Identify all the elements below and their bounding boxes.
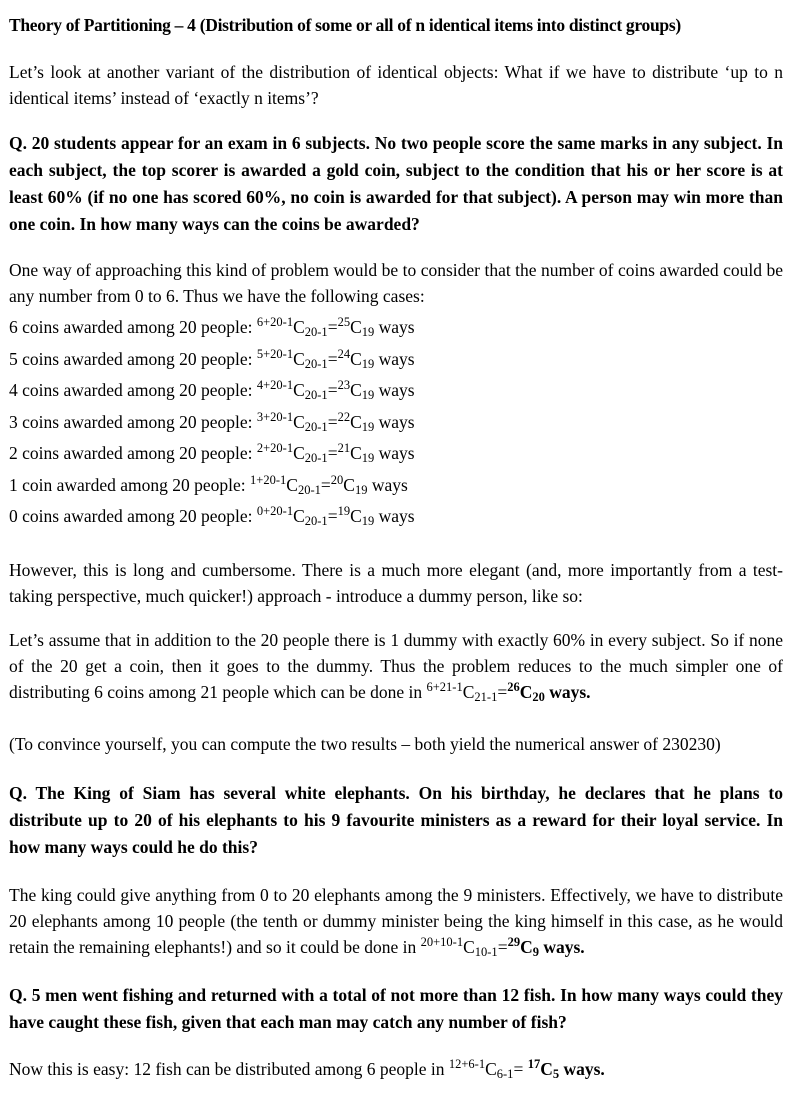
text-run: 2 coins awarded among 20 people:: [9, 443, 257, 463]
formula-superscript: 25: [337, 315, 351, 329]
intro-paragraph: Let’s look at another variant of the distribution of identical objects: What if we have to distribute ‘up to n identical items’ instead of ‘exactly n items’?: [9, 62, 783, 108]
formula-superscript: 26: [507, 679, 520, 694]
formula-subscript: 10-1: [474, 944, 498, 959]
formula-subscript: 19: [361, 356, 375, 371]
text-run: C: [293, 506, 305, 526]
formula-subscript: 19: [354, 482, 368, 497]
formula-superscript: 22: [337, 409, 351, 424]
text-run: C: [350, 380, 362, 400]
text-run: ways: [374, 506, 415, 526]
formula-superscript: 24: [337, 346, 351, 361]
text-run: 0 coins awarded among 20 people:: [9, 506, 257, 526]
formula-superscript: 5+20-1: [256, 346, 294, 361]
case-line-2-coins: [9, 438, 783, 470]
formula-superscript: 29: [507, 934, 521, 949]
formula-subscript: 20-1: [304, 388, 328, 402]
text-run: ways: [374, 380, 415, 400]
formula-superscript: 21: [337, 441, 351, 455]
case-line-1-coin: [9, 470, 783, 502]
text-run: =: [513, 1058, 528, 1079]
text-run: 3 coins awarded among 20 people:: [9, 411, 257, 432]
formula-subscript: 20-1: [297, 482, 321, 497]
text-run: 4 coins awarded among 20 people:: [9, 380, 257, 400]
case-line-4-coins: [9, 375, 783, 407]
formula-superscript: 2+20-1: [256, 441, 294, 455]
text-run: C: [293, 317, 305, 337]
text-run: ways.: [559, 1058, 605, 1079]
formula-subscript: 9: [532, 944, 539, 959]
text-run: C: [485, 1058, 497, 1079]
formula-superscript: 17: [527, 1056, 541, 1071]
text-run: ways: [367, 474, 408, 495]
cases-list: [9, 312, 783, 533]
case-line-0-coins: [9, 501, 783, 533]
text-run: 5 coins awarded among 20 people:: [9, 348, 257, 369]
text-run: =: [327, 506, 338, 526]
text-run: 1 coin awarded among 20 people:: [9, 474, 251, 495]
formula-superscript: 12+6-1: [448, 1056, 486, 1071]
formula-superscript: 20: [330, 472, 344, 487]
formula-superscript: 0+20-1: [256, 504, 294, 518]
formula-subscript: 19: [361, 388, 375, 402]
text-run: 6 coins awarded among 20 people:: [9, 317, 257, 337]
text-run: C: [350, 317, 362, 337]
text-run: =: [497, 936, 508, 957]
text-run: C: [286, 474, 298, 495]
text-run: =: [327, 317, 338, 337]
case-line-3-coins: [9, 407, 783, 439]
text-run: C: [293, 380, 305, 400]
formula-superscript: 4+20-1: [256, 378, 294, 392]
text-run: C: [462, 681, 475, 702]
text-run: =: [320, 474, 331, 495]
text-run: Let’s assume that in addition to the 20 people there is 1 dummy with exactly 60% in every subject. So if none of the 20 get a coin, then it goes to the dummy. Thus the problem reduces to the much simpler one of distributing 6 coins among 21 people which can be done in: [9, 629, 783, 702]
text-run: C: [463, 936, 475, 957]
text-run: C: [350, 348, 362, 369]
text-run: C: [293, 411, 305, 432]
formula-subscript: 20-1: [304, 514, 328, 528]
formula-subscript: 19: [361, 325, 375, 339]
formula-subscript: 6-1: [496, 1066, 514, 1081]
text-run: =: [327, 348, 338, 369]
text-run: =: [327, 411, 338, 432]
formula-superscript: 20+10-1: [420, 934, 464, 949]
text-run: ways.: [538, 936, 585, 957]
formula-subscript: 19: [361, 451, 375, 465]
text-run: C: [293, 348, 305, 369]
formula-subscript: 20-1: [304, 451, 328, 465]
formula-subscript: 20: [532, 689, 545, 704]
text-run: C: [350, 443, 362, 463]
text-run: C: [540, 1058, 553, 1079]
formula-superscript: 6+21-1: [426, 679, 463, 694]
formula-superscript: 6+20-1: [256, 315, 294, 329]
formula-subscript: 19: [361, 419, 375, 434]
formula-subscript: 20-1: [304, 419, 328, 434]
formula-superscript: 23: [337, 378, 351, 392]
text-run: C: [519, 681, 533, 702]
formula-superscript: 1+20-1: [250, 472, 287, 487]
approach-paragraph: One way of approaching this kind of problem would be to consider that the number of coins awarded could be any number from 0 to 6. Thus we have the following cases:: [9, 260, 783, 306]
text-run: C: [343, 474, 355, 495]
text-run: =: [327, 443, 338, 463]
formula-subscript: 20-1: [304, 325, 328, 339]
text-run: C: [350, 506, 362, 526]
text-run: ways.: [544, 681, 591, 702]
formula-subscript: 5: [552, 1066, 560, 1081]
text-run: C: [350, 411, 362, 432]
formula-superscript: 19: [337, 504, 351, 518]
text-run: C: [293, 443, 305, 463]
text-run: ways: [374, 348, 415, 369]
king-solution-paragraph: [9, 882, 783, 960]
text-run: =: [497, 681, 508, 702]
case-line-6-coins: [9, 312, 783, 344]
formula-subscript: 20-1: [304, 356, 328, 371]
text-run: C: [520, 936, 533, 957]
formula-superscript: 3+20-1: [256, 409, 294, 424]
question-students: Q. 20 students appear for an exam in 6 subjects. No two people score the same marks in any subject. In each subject, the top scorer is awarded a gold coin, subject to the condition that his or her score is at least 60% (if no one has scored 60%, no coin is awarded for that subject). A person may win more than one coin. In how many ways can the coins be awarded?: [9, 133, 783, 234]
question-king: Q. The King of Siam has several white elephants. On his birthday, he declares that he plans to distribute up to 20 of his elephants to his 9 favourite ministers as a reward for their loyal service. In how many ways could he do this?: [9, 782, 783, 857]
text-run: ways: [374, 411, 415, 432]
case-line-5-coins: [9, 344, 783, 376]
however-paragraph: However, this is long and cumbersome. There is a much more elegant (and, more importantly from a test-taking perspective, much quicker!) approach - introduce a dummy person, like so:: [9, 559, 783, 606]
text-run: Now this is easy: 12 fish can be distributed among 6 people in: [9, 1058, 449, 1079]
formula-subscript: 21-1: [474, 689, 498, 704]
question-fishing: Q. 5 men went fishing and returned with a total of not more than 12 fish. In how many ways could they have caught these fish, given that each man may catch any number of fish?: [9, 984, 783, 1032]
doc-title: Theory of Partitioning – 4 (Distribution of some or all of n identical items into distinct groups): [9, 15, 681, 35]
dummy-solution-paragraph: [9, 627, 783, 705]
text-run: The king could give anything from 0 to 20 elephants among the 9 ministers. Effectively, we have to distribute 20 elephants among 10 people (the tenth or dummy minister being the king himself in this case, as he would retain the remaining elephants!) and so it could be done in: [9, 884, 783, 957]
text-run: ways: [374, 443, 415, 463]
convince-note: (To convince yourself, you can compute the two results – both yield the numerical answer of 230230): [9, 733, 721, 754]
fishing-solution-paragraph: [9, 1056, 783, 1082]
text-run: =: [327, 380, 338, 400]
text-run: ways: [374, 317, 415, 337]
formula-subscript: 19: [361, 514, 375, 528]
